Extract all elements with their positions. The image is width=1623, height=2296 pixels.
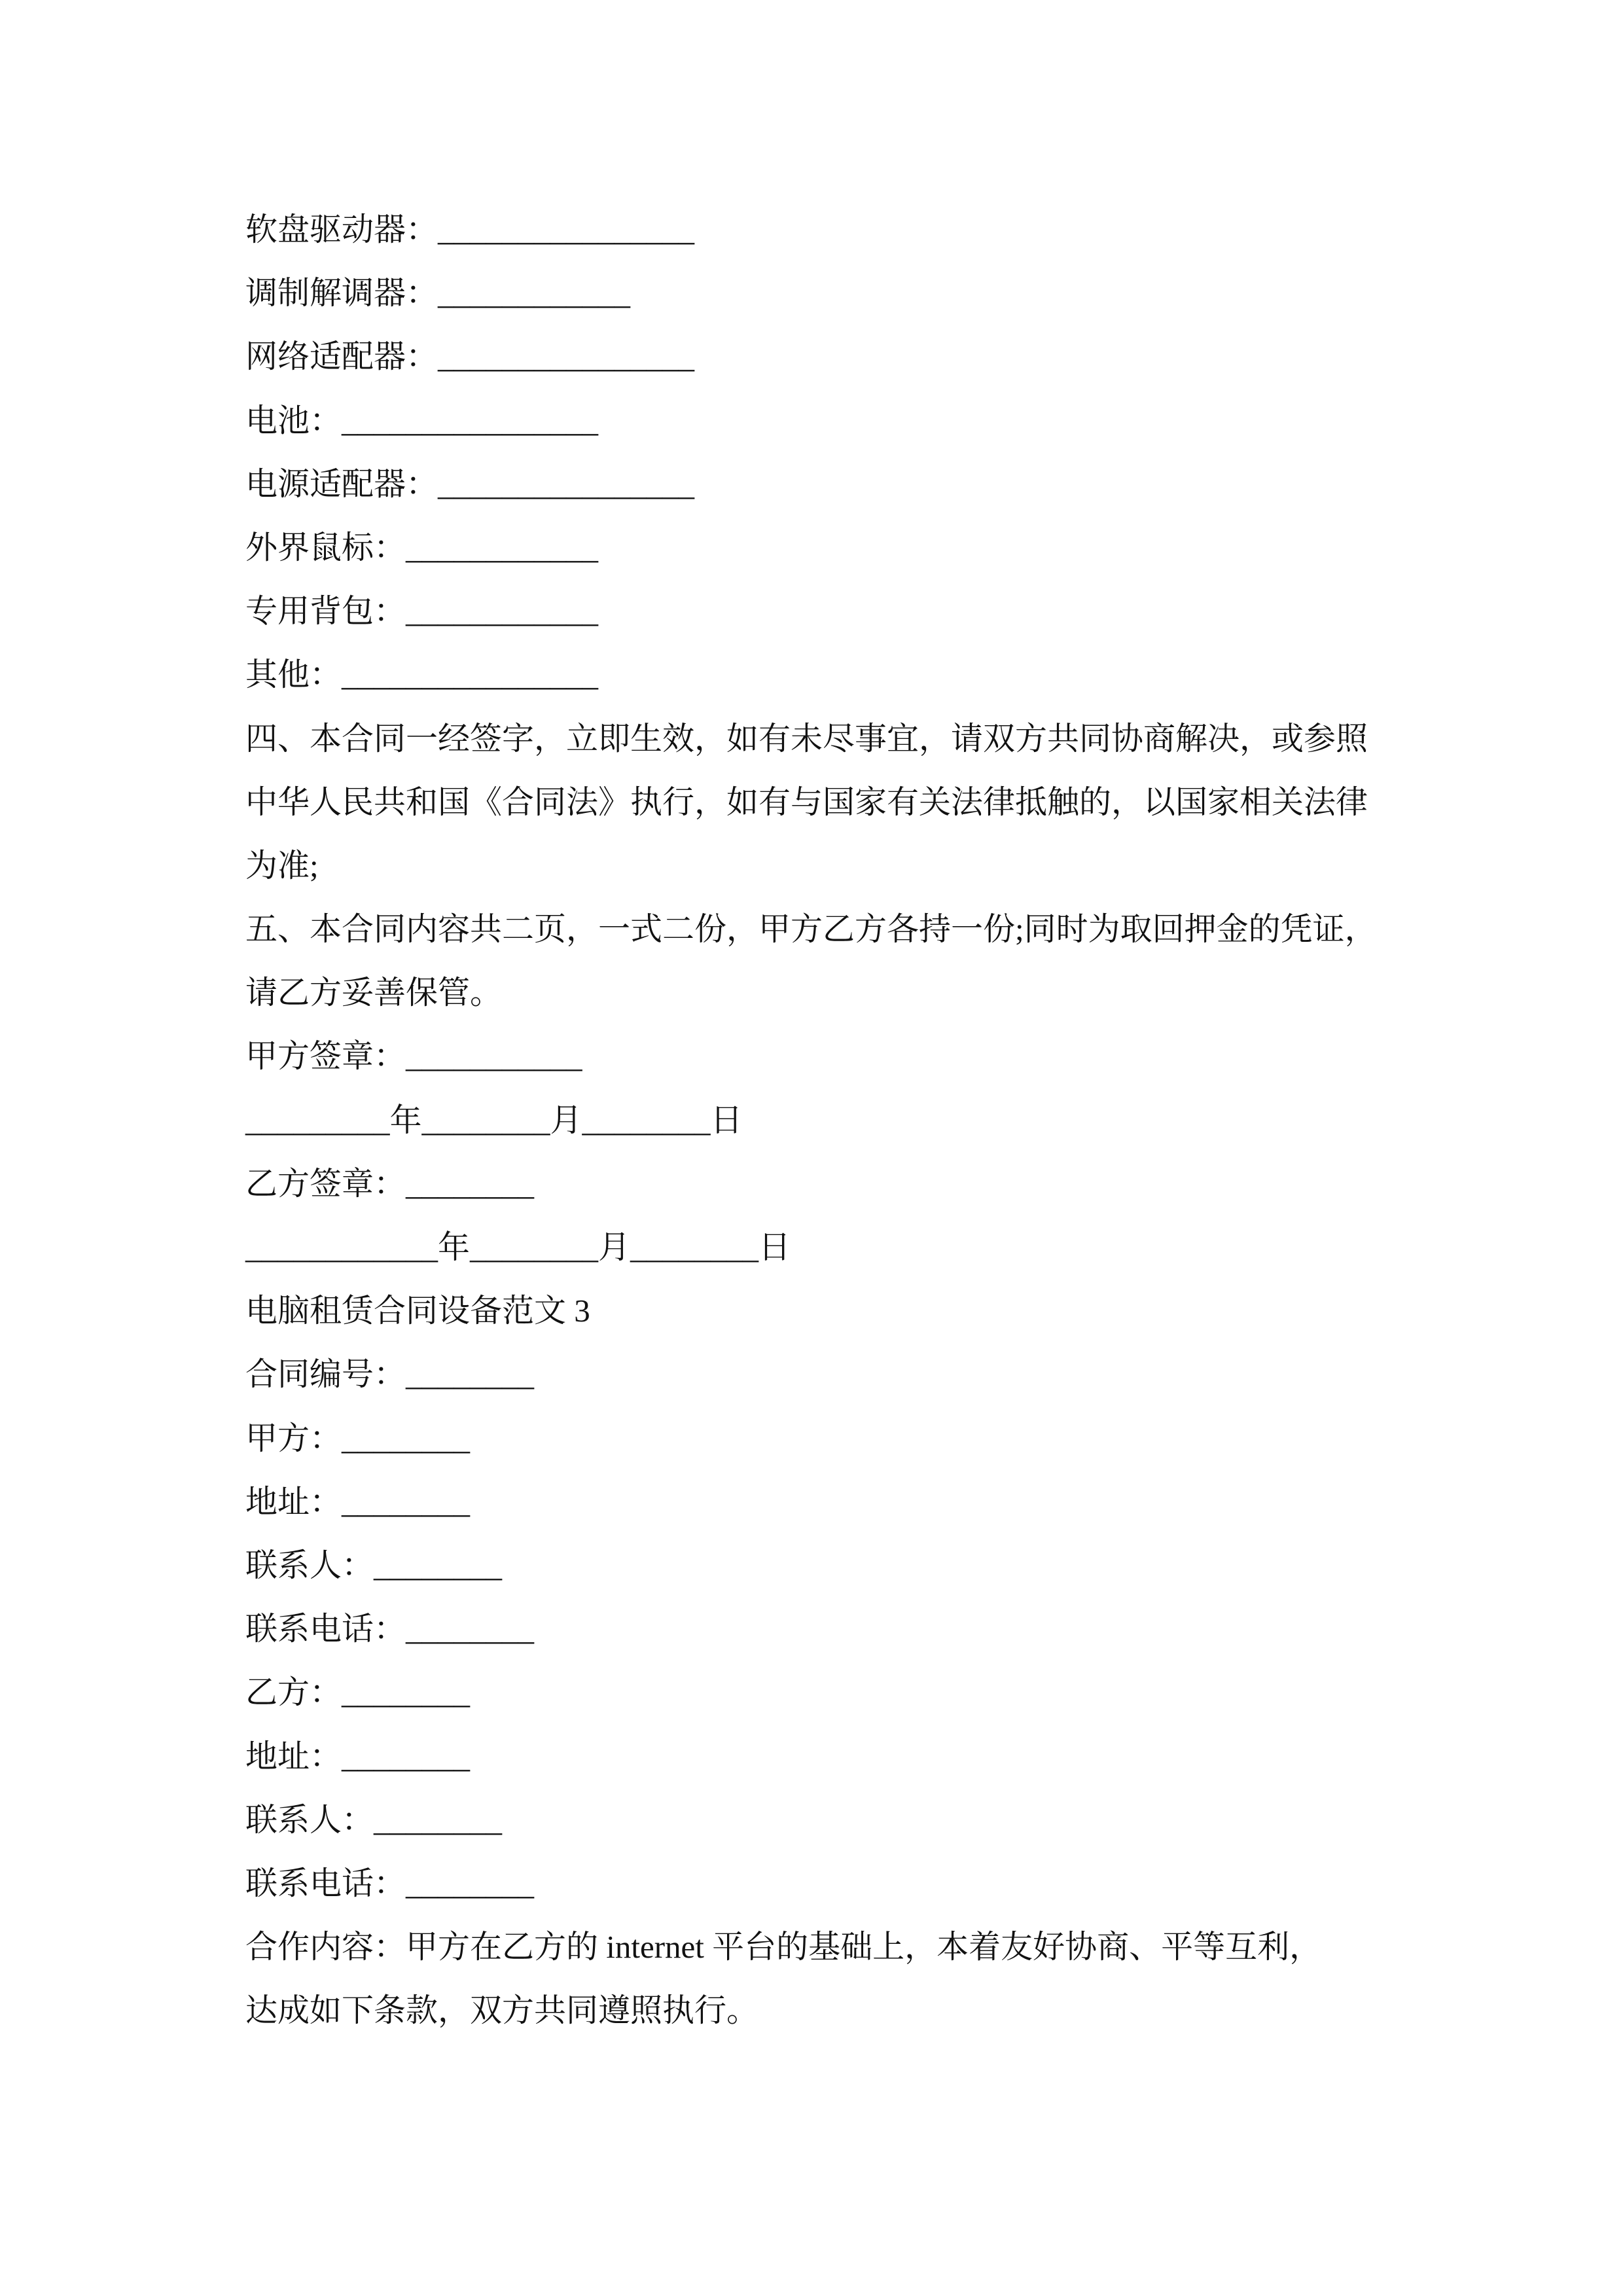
party-a-date: _________年________月________日: [245, 1102, 743, 1138]
cooperation-line: 达成如下条款，双方共同遵照执行。: [245, 1992, 759, 2029]
party-b-contact-field: 联系人：________: [245, 1801, 503, 1838]
clause-4-line: 四、本合同一经签字，立即生效，如有未尽事宜，请双方共同协商解决，或参照: [245, 720, 1368, 757]
party-b-signature: 乙方签章：________: [245, 1165, 535, 1202]
party-a-contact-field: 联系人：________: [245, 1547, 503, 1583]
equipment-item-battery: 电池：________________: [245, 402, 599, 439]
document-body: [245, 198, 1489, 2042]
cooperation-line: 合作内容：甲方在乙方的 internet 平台的基础上，本着友好协商、平等互利，: [245, 1929, 1322, 1965]
equipment-item-other: 其他：________________: [245, 656, 599, 693]
cooperation-content: [245, 1915, 1489, 2042]
equipment-item-power-adapter: 电源适配器：________________: [245, 465, 695, 502]
equipment-list: [245, 198, 1489, 707]
party-a-phone-field: 联系电话：________: [245, 1611, 535, 1647]
contract-info: [245, 1342, 1489, 1915]
section-title: 电脑租赁合同设备范文 3: [245, 1293, 590, 1329]
clause-5-line: 请乙方妥善保管。: [245, 975, 503, 1011]
equipment-item-floppy-drive: 软盘驱动器：________________: [245, 211, 695, 247]
party-b-phone-field: 联系电话：________: [245, 1865, 535, 1901]
party-a-address-field: 地址：________: [245, 1483, 471, 1520]
equipment-item-external-mouse: 外界鼠标：____________: [245, 529, 599, 565]
clause-5-line: 五、本合同内容共二页，一式二份，甲方乙方各持一份;同时为取回押金的凭证，: [245, 911, 1377, 948]
clause-4: [245, 707, 1489, 898]
party-a-field: 甲方：________: [245, 1420, 471, 1456]
party-b-field: 乙方：________: [245, 1674, 471, 1711]
equipment-item-modem: 调制解调器：____________: [245, 275, 631, 312]
party-b-date: ____________年________月________日: [245, 1229, 791, 1265]
party-b-address-field: 地址：________: [245, 1738, 471, 1774]
contract-number-field: 合同编号：________: [245, 1356, 535, 1393]
signature-block: [245, 1024, 1489, 1279]
clause-4-line: 为准;: [245, 847, 319, 884]
clause-4-line: 中华人民共和国《合同法》执行，如有与国家有关法律抵触的，以国家相关法律: [245, 783, 1368, 820]
equipment-item-network-adapter: 网络适配器：________________: [245, 338, 695, 375]
party-a-signature: 甲方签章：___________: [245, 1038, 582, 1075]
clause-5: [245, 897, 1489, 1024]
equipment-item-bag: 专用背包：____________: [245, 593, 599, 630]
